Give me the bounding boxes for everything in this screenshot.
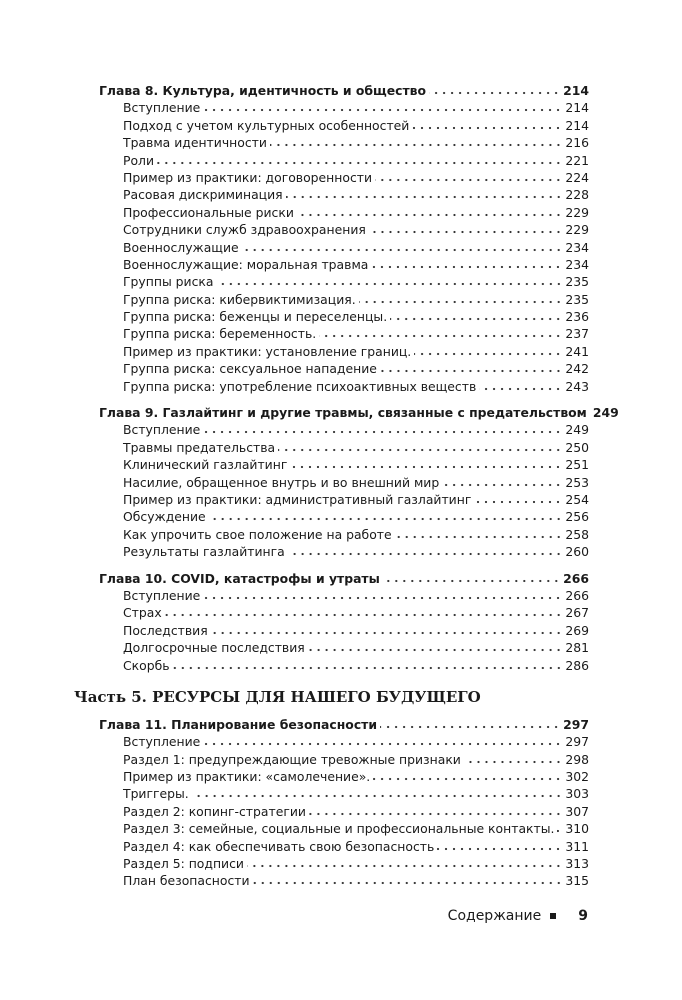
section-entry-page: 298	[565, 751, 589, 767]
running-title: Содержание	[447, 908, 542, 924]
section-entry-title: Результаты газлайтинга	[123, 544, 285, 560]
section-entry-page: 256	[565, 509, 589, 525]
dot-leader	[371, 265, 562, 269]
section-entry-title: Вступление	[123, 587, 201, 603]
section-entry-page: 269	[565, 622, 589, 638]
section-entry[interactable]	[99, 291, 589, 308]
section-entry[interactable]	[99, 872, 589, 889]
dot-leader	[395, 535, 563, 539]
dot-leader	[412, 126, 562, 130]
section-entry-title: Клинический газлайтинг	[123, 457, 288, 473]
dot-leader	[165, 613, 563, 617]
section-entry-page: 236	[565, 309, 589, 325]
dot-leader	[157, 161, 562, 165]
section-entry[interactable]	[99, 221, 589, 238]
section-entry-title: План безопасности	[123, 873, 250, 889]
section-entry-title: Группа риска: беженцы и переселенцы.	[123, 309, 388, 325]
section-entry-title: Скорбь	[123, 657, 170, 673]
dot-leader	[308, 648, 563, 652]
section-entry-page: 250	[565, 439, 589, 455]
dot-leader	[474, 500, 562, 504]
section-entry[interactable]	[99, 360, 589, 377]
section-entry-title: Сотрудники служб здравоохранения	[123, 222, 366, 238]
section-entry-page: 214	[565, 117, 589, 133]
dot-leader	[464, 760, 562, 764]
section-entry-title: Военнослужащие: моральная травма	[123, 256, 369, 272]
section-entry-title: Военнослужащие	[123, 239, 239, 255]
section-entry[interactable]	[99, 239, 589, 256]
section-entry-title: Травма идентичности	[123, 135, 267, 151]
section-entry-page: 235	[565, 291, 589, 307]
section-entry-page: 254	[565, 491, 589, 507]
section-entry[interactable]	[99, 855, 589, 872]
dot-leader	[217, 282, 563, 286]
section-entry[interactable]	[99, 343, 589, 360]
section-entry-page: 253	[565, 474, 589, 490]
section-entry-title: Вступление	[123, 100, 201, 116]
section-entry-page: 297	[565, 734, 589, 750]
section-entry-title: Подход с учетом культурных особенностей	[123, 117, 410, 133]
section-entry[interactable]	[99, 768, 589, 785]
section-entry-page: 251	[565, 457, 589, 473]
section-entry-title: Группа риска: кибервиктимизация.	[123, 291, 356, 307]
section-entry[interactable]	[99, 622, 589, 639]
section-entry[interactable]	[99, 491, 589, 508]
section-entry[interactable]	[99, 273, 589, 290]
dot-leader	[288, 552, 563, 556]
section-entry-title: Вступление	[123, 734, 201, 750]
dot-leader	[429, 91, 560, 95]
section-entry[interactable]	[99, 508, 589, 525]
section-entry[interactable]	[99, 604, 589, 621]
section-entry-page: 243	[565, 378, 589, 394]
section-entry-page: 266	[565, 587, 589, 603]
section-entry[interactable]	[99, 186, 589, 203]
chapter-entry[interactable]	[99, 404, 619, 421]
section-entry-page: 310	[565, 821, 589, 837]
section-entry[interactable]	[99, 733, 589, 750]
section-entry-page: 224	[565, 169, 589, 185]
section-entry-title: Группа риска: беременность.	[123, 326, 317, 342]
section-entry[interactable]	[99, 117, 589, 134]
section-entry[interactable]	[99, 785, 589, 802]
section-entry-title: Группа риска: сексуальное нападение	[123, 361, 377, 377]
dot-leader	[211, 631, 563, 635]
section-entry-page: 241	[565, 343, 589, 359]
chapter-entry-page: 214	[563, 83, 589, 98]
section-entry[interactable]	[99, 543, 589, 560]
section-entry-page: 214	[565, 100, 589, 116]
section-entry-page: 260	[565, 544, 589, 560]
section-entry-title: Раздел 1: предупреждающие тревожные признаки	[123, 751, 461, 767]
dot-leader	[247, 864, 562, 868]
section-entry-title: Раздел 3: семейные, социальные и профессиональные контакты.	[123, 821, 555, 837]
dot-leader	[414, 352, 562, 356]
section-entry-page: 237	[565, 326, 589, 342]
section-entry[interactable]	[99, 803, 589, 820]
chapter-entry-title: Глава 10. COVID, катастрофы и утраты	[99, 570, 380, 586]
section-entry[interactable]	[99, 99, 589, 116]
dot-leader	[242, 248, 563, 252]
dot-leader	[253, 881, 563, 885]
section-entry-page: 303	[565, 786, 589, 802]
section-entry-page: 221	[565, 152, 589, 168]
section-entry-page: 315	[565, 873, 589, 889]
section-entry-page: 286	[565, 657, 589, 673]
dot-leader	[557, 829, 562, 833]
section-entry[interactable]	[99, 421, 589, 438]
section-entry-title: Долгосрочные последствия	[123, 640, 305, 656]
section-entry-title: Страх	[123, 605, 162, 621]
section-entry-page: 216	[565, 135, 589, 151]
section-entry[interactable]	[99, 474, 589, 491]
section-entry-title: Раздел 4: как обеспечивать свою безопасность	[123, 838, 435, 854]
section-entry-title: Группа риска: употребление психоактивных веществ	[123, 378, 477, 394]
section-entry[interactable]	[99, 325, 589, 342]
chapter-entry-title: Глава 11. Планирование безопасности	[99, 716, 378, 732]
section-entry-title: Пример из практики: «самолечение».	[123, 769, 371, 785]
section-entry-page: 313	[565, 856, 589, 872]
dot-leader	[375, 178, 562, 182]
section-entry-page: 234	[565, 239, 589, 255]
chapter-entry-title: Глава 9. Газлайтинг и другие травмы, связанные с предательством	[99, 405, 587, 421]
section-entry-title: Обсуждение	[123, 509, 206, 525]
section-entry-page: 267	[565, 605, 589, 621]
dot-leader	[203, 742, 562, 746]
chapter-entry[interactable]	[99, 716, 589, 733]
section-entry-title: Профессиональные риски	[123, 204, 294, 220]
dot-leader	[373, 777, 562, 781]
section-entry-page: 258	[565, 526, 589, 542]
dot-leader	[290, 465, 562, 469]
section-entry[interactable]	[99, 204, 589, 221]
section-entry-page: 307	[565, 803, 589, 819]
section-entry-page: 229	[565, 204, 589, 220]
section-entry[interactable]	[99, 378, 589, 395]
dot-leader	[203, 430, 562, 434]
section-entry-title: Раздел 5: подписи	[123, 856, 244, 872]
chapter-entry-title: Глава 8. Культура, идентичность и общество	[99, 83, 427, 98]
section-entry[interactable]	[99, 587, 589, 604]
dot-leader	[479, 387, 562, 391]
chapter-entry-page: 297	[563, 716, 589, 732]
section-entry-title: Травмы предательства	[123, 439, 276, 455]
dot-leader	[380, 369, 562, 373]
chapter-entry[interactable]	[99, 82, 589, 99]
section-entry[interactable]	[99, 820, 589, 837]
section-entry-page: 228	[565, 187, 589, 203]
section-entry-page: 311	[565, 838, 589, 854]
dot-leader	[270, 143, 562, 147]
section-entry-page: 302	[565, 769, 589, 785]
dot-leader	[203, 596, 562, 600]
section-entry-page: 249	[565, 422, 589, 438]
section-entry-page: 234	[565, 256, 589, 272]
section-entry-title: Пример из практики: установление границ.	[123, 343, 412, 359]
dot-leader	[442, 483, 562, 487]
section-entry[interactable]	[99, 256, 589, 273]
section-entry[interactable]	[99, 751, 589, 768]
dot-leader	[380, 725, 560, 729]
table-of-contents	[74, 82, 619, 890]
dot-leader	[319, 334, 562, 338]
section-entry-page: 229	[565, 222, 589, 238]
section-entry[interactable]	[99, 308, 589, 325]
section-entry[interactable]	[99, 152, 589, 169]
section-entry-title: Группы риска	[123, 274, 214, 290]
section-entry-title: Роли	[123, 152, 155, 168]
section-entry-title: Насилие, обращенное внутрь и во внешний мир	[123, 474, 440, 490]
dot-leader	[192, 794, 563, 798]
section-entry-title: Расовая дискриминация	[123, 187, 283, 203]
section-entry[interactable]	[99, 838, 589, 855]
section-entry[interactable]	[99, 169, 589, 186]
section-entry[interactable]	[99, 134, 589, 151]
page-number: 9	[578, 908, 588, 924]
dot-leader	[278, 448, 562, 452]
dot-leader	[203, 108, 562, 112]
chapter-entry-page: 249	[592, 405, 619, 421]
section-entry[interactable]	[99, 657, 589, 674]
dot-leader	[309, 812, 562, 816]
section-entry-page: 281	[565, 640, 589, 656]
dot-leader	[209, 517, 563, 521]
section-entry-title: Пример из практики: договоренности	[123, 169, 373, 185]
section-entry-title: Последствия	[123, 622, 208, 638]
section-entry-title: Триггеры.	[123, 786, 189, 802]
section-entry[interactable]	[99, 526, 589, 543]
section-entry-title: Раздел 2: копинг-стратегии	[123, 803, 306, 819]
dot-leader	[359, 300, 563, 304]
section-entry-title: Пример из практики: административный газлайтинг	[123, 491, 472, 507]
section-entry[interactable]	[99, 456, 589, 473]
part-heading: Часть 5. РЕСУРСЫ ДЛЯ НАШЕГО БУДУЩЕГО	[74, 687, 481, 706]
page-footer	[448, 908, 588, 924]
dot-leader	[383, 579, 560, 583]
section-entry-page: 235	[565, 274, 589, 290]
dot-leader	[390, 317, 562, 321]
dot-leader	[437, 847, 562, 851]
square-bullet-icon	[550, 913, 556, 919]
section-entry[interactable]	[99, 639, 589, 656]
dot-leader	[286, 195, 563, 199]
dot-leader	[173, 666, 563, 670]
dot-leader	[297, 213, 562, 217]
section-entry-title: Как упрочить свое положение на работе	[123, 526, 392, 542]
dot-leader	[369, 230, 562, 234]
chapter-entry[interactable]	[99, 570, 589, 587]
chapter-entry-page: 266	[563, 570, 589, 586]
section-entry-page: 242	[565, 361, 589, 377]
section-entry[interactable]	[99, 439, 589, 456]
section-entry-title: Вступление	[123, 422, 201, 438]
